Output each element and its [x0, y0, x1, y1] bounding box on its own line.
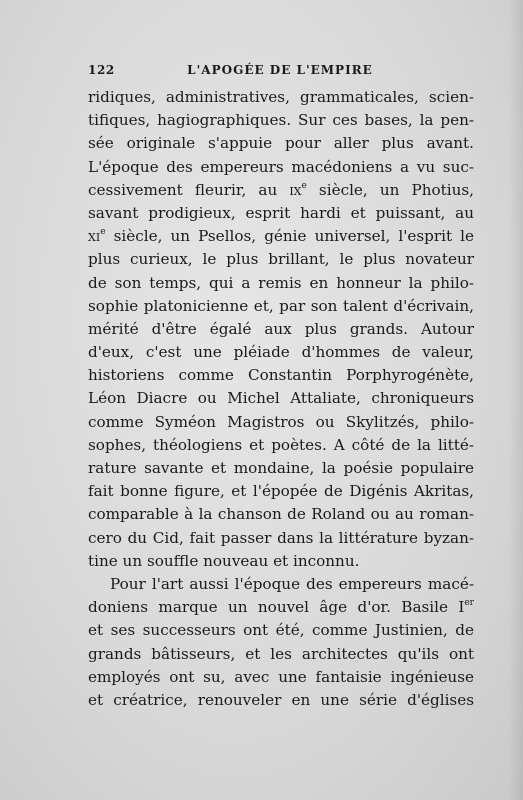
- text-line: de son temps, qui a remis en honneur la philo-: [88, 273, 474, 292]
- text-line-with-superscript: [88, 596, 474, 619]
- text-fragment: siècle, un Photius,: [306, 180, 474, 199]
- text-line: employés ont su, avec une fantaisie ingénieuse: [88, 667, 474, 686]
- text-line: d'eux, c'est une pléiade d'hommes de valeur,: [88, 343, 474, 362]
- text-line: sophes, théologiens et poètes. A côté de la litté-: [88, 435, 474, 454]
- superscript: er: [464, 598, 474, 609]
- text-line: mérité d'être égalé aux plus grands. Autour: [88, 319, 474, 338]
- text-line: cero du Cid, fait passer dans la littérature byzan-: [88, 528, 474, 547]
- text-line: fait bonne figure, et l'épopée de Digénis Akritas,: [88, 482, 474, 501]
- text-line: plus curieux, le plus brillant, le plus novateur: [88, 250, 474, 269]
- roman-numeral: xi: [88, 227, 101, 246]
- text-fragment: cessivement fleurir, au: [88, 180, 278, 199]
- text-line: tifiques, hagiographiques. Sur ces bases, la pen-: [88, 111, 474, 130]
- text-line: savant prodigieux, esprit hardi et puissant, au: [88, 203, 474, 222]
- text-fragment: siècle, un Psellos, génie universel, l'esprit le: [113, 227, 475, 246]
- text-line: ridiques, administratives, grammaticales, scien-: [88, 88, 474, 106]
- page-spine-shadow: [509, 0, 523, 800]
- text-line: sée originale s'appuie pour aller plus avant.: [88, 134, 474, 153]
- running-header: [88, 63, 472, 79]
- text-line: L'époque des empereurs macédoniens a vu suc-: [88, 157, 474, 176]
- text-line: rature savante et mondaine, la poésie populaire: [88, 459, 474, 477]
- running-title: L'APOGÉE DE L'EMPIRE: [187, 63, 373, 77]
- superscript: e: [100, 227, 106, 238]
- text-line: historiens comme Constantin Porphyrogénète,: [88, 366, 474, 385]
- text-line-with-century: [88, 225, 474, 248]
- paragraph-start-line: Pour l'art aussi l'époque des empereurs macé-: [110, 574, 474, 593]
- text-line: et créatrice, renouveler en une série d'églises: [88, 690, 474, 709]
- text-line: et ses successeurs ont été, comme Justinien, de: [88, 621, 474, 640]
- roman-numeral: ix: [289, 180, 302, 199]
- text-line-with-century: [88, 179, 474, 202]
- paragraph-end-line: tine un souffle nouveau et inconnu.: [88, 551, 360, 570]
- page-number: 122: [88, 63, 115, 77]
- text-line: sophie platonicienne et, par son talent d'écrivain,: [88, 296, 474, 315]
- text-line: Léon Diacre ou Michel Attaliate, chroniqueurs: [88, 389, 474, 408]
- text-fragment: doniens marque un nouvel âge d'or. Basile I: [88, 598, 465, 617]
- text-line: grands bâtisseurs, et les architectes qu'ils ont: [88, 644, 474, 663]
- text-line: comme Syméon Magistros ou Skylitzés, philo-: [88, 412, 474, 431]
- superscript: e: [301, 180, 307, 191]
- body-text: [88, 86, 474, 712]
- text-line: comparable à la chanson de Roland ou au roman-: [88, 505, 474, 524]
